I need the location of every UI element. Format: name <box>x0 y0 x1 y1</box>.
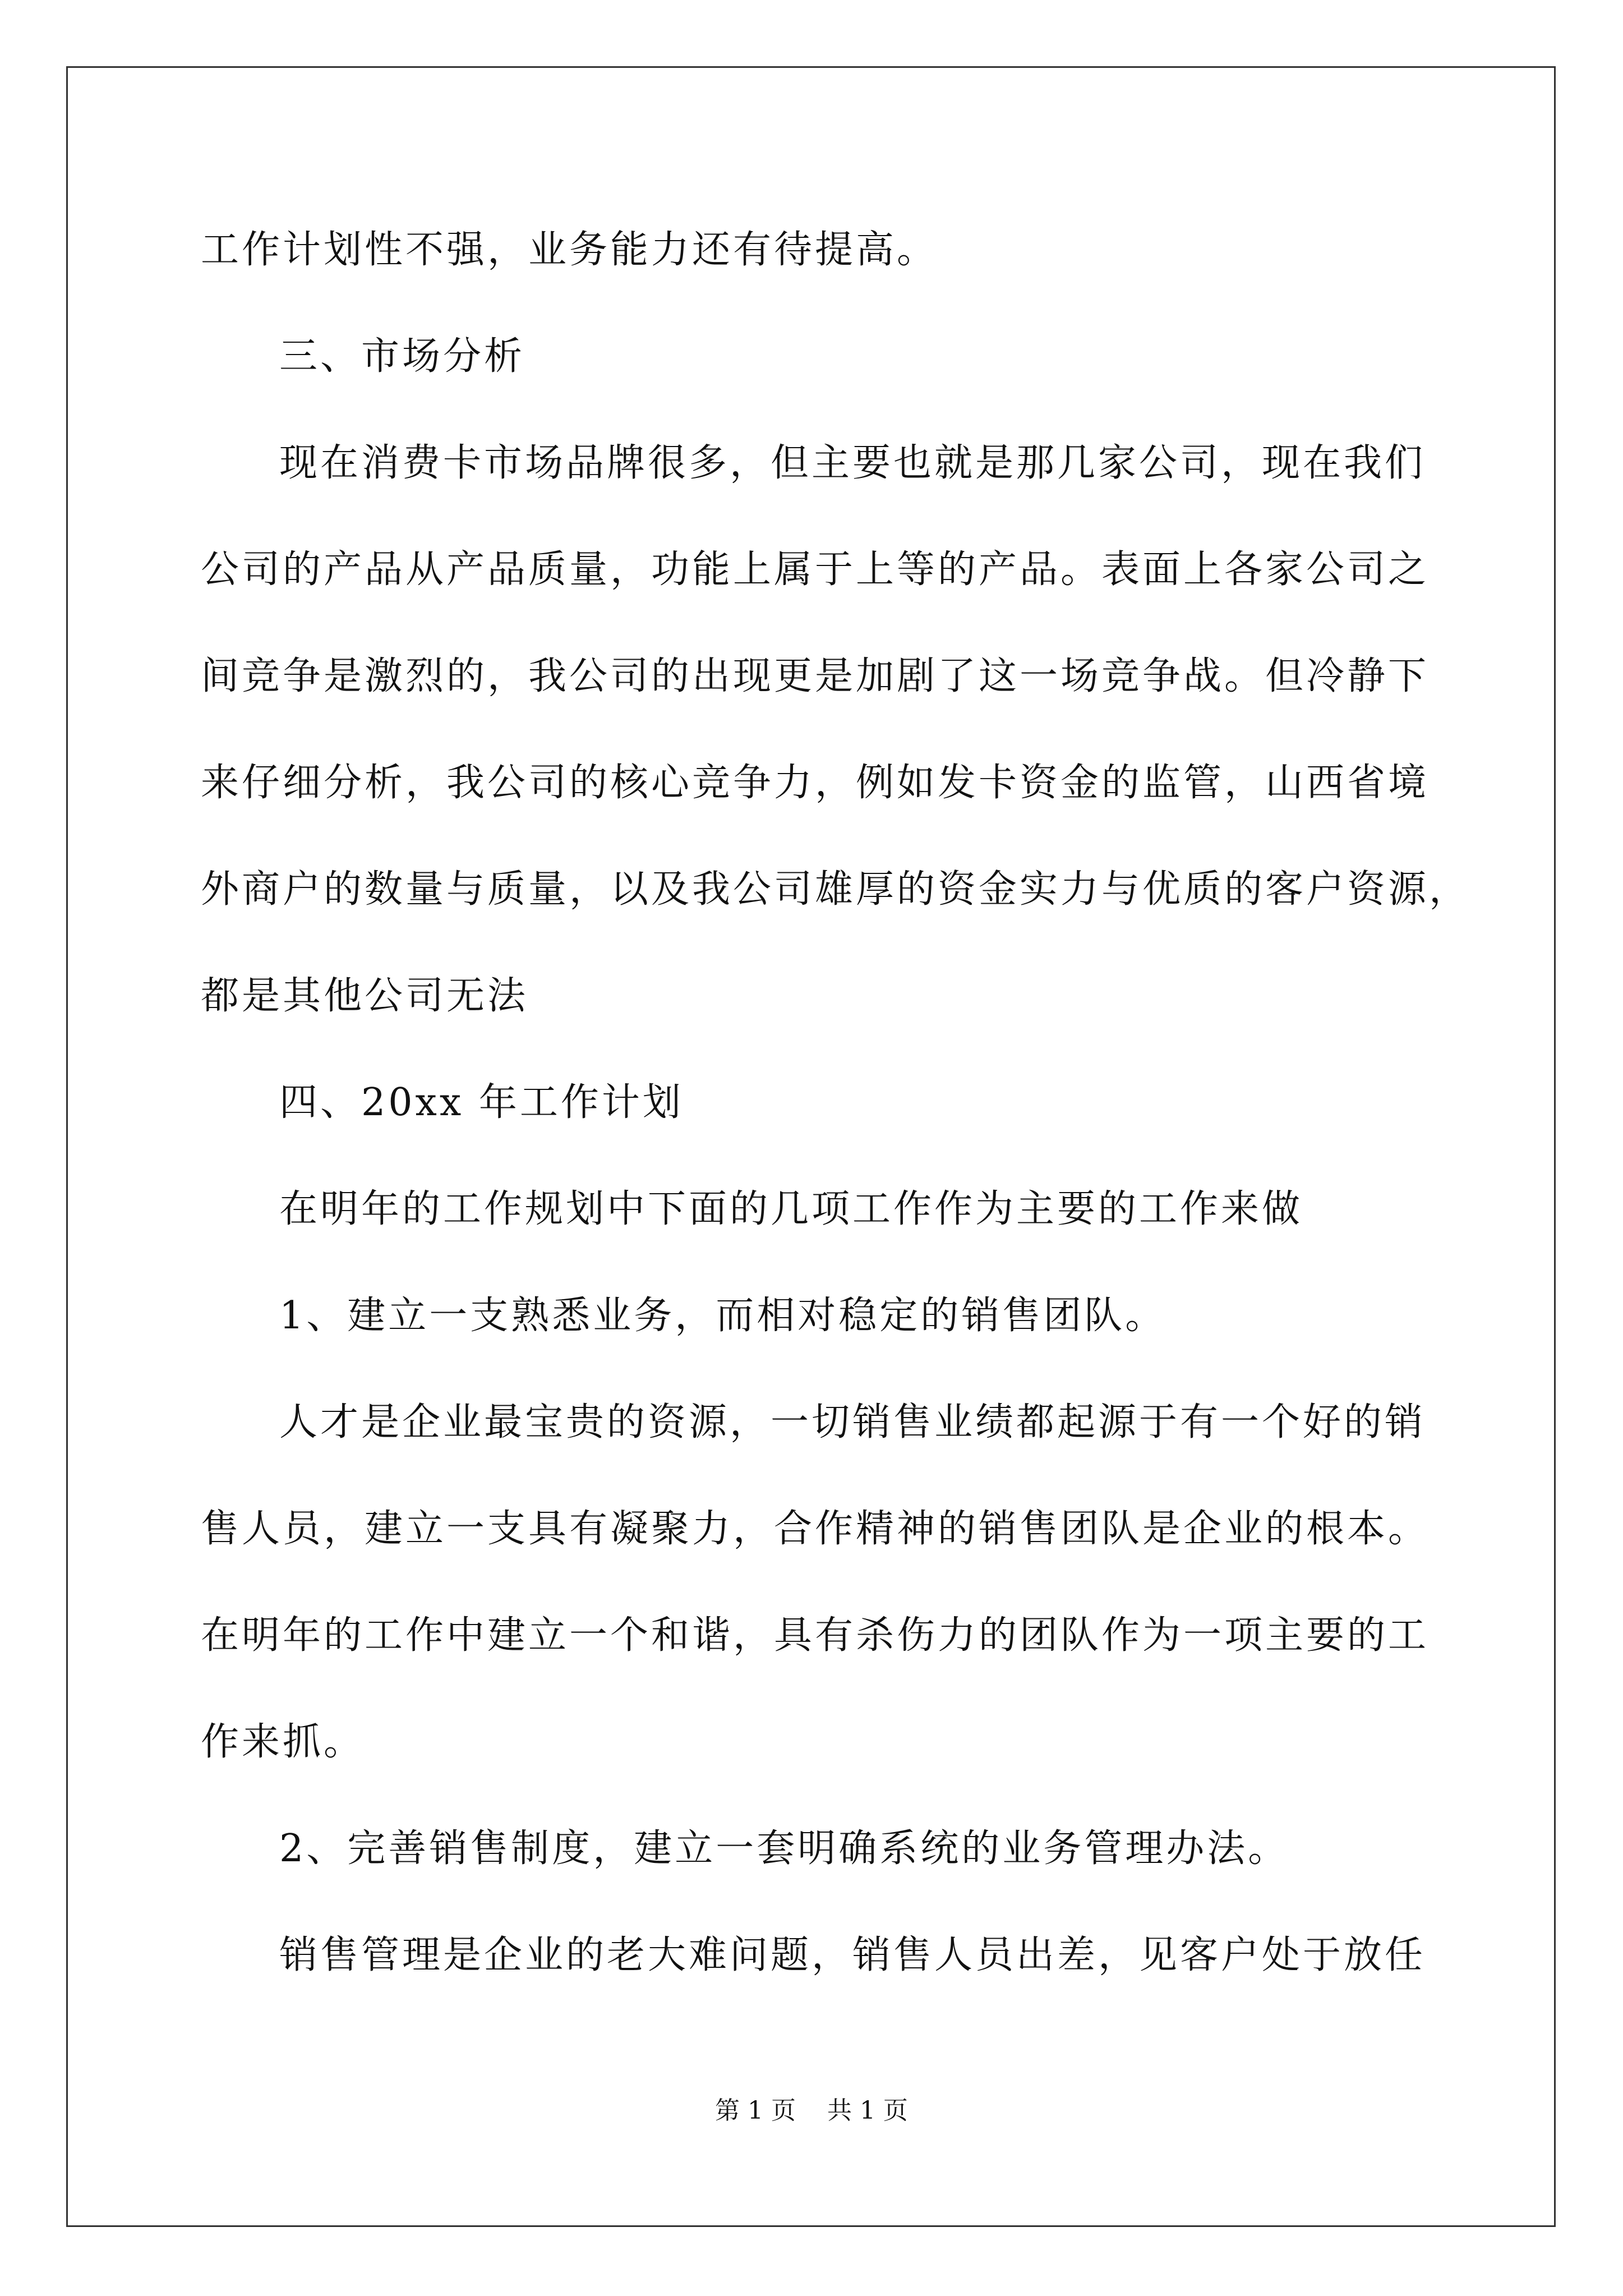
list-item-heading: 1、建立一支熟悉业务，而相对稳定的销售团队。 <box>279 1294 1166 1338</box>
paragraph-line: 人才是企业最宝贵的资源，一切销售业绩都起源于有一个好的销 <box>279 1400 1426 1444</box>
paragraph-line: 都是其他公司无法 <box>201 974 529 1018</box>
paragraph-line: 间竞争是激烈的，我公司的出现更是加剧了这一场竞争战。但冷静下 <box>201 654 1430 698</box>
paragraph-line: 外商户的数量与质量，以及我公司雄厚的资金实力与优质的客户资源， <box>201 867 1470 912</box>
paragraph-line: 作来抓。 <box>201 1720 365 1764</box>
section-heading: 四、20xx 年工作计划 <box>279 1080 684 1125</box>
paragraph-line: 销售管理是企业的老大难问题，销售人员出差，见客户处于放任 <box>279 1933 1426 1977</box>
paragraph-line: 在明年的工作中建立一个和谐，具有杀伤力的团队作为一项主要的工 <box>201 1613 1430 1658</box>
paragraph-line: 在明年的工作规划中下面的几项工作作为主要的工作来做 <box>279 1187 1303 1231</box>
paragraph-line: 售人员，建立一支具有凝聚力，合作精神的销售团队是企业的根本。 <box>201 1507 1430 1551</box>
list-item-heading: 2、完善销售制度，建立一套明确系统的业务管理办法。 <box>279 1826 1289 1871</box>
paragraph-line: 来仔细分析，我公司的核心竞争力，例如发卡资金的监管，山西省境 <box>201 761 1430 805</box>
paragraph-line: 工作计划性不强，业务能力还有待提高。 <box>201 228 938 272</box>
page-footer: 第 1 页 共 1 页 <box>715 2096 908 2125</box>
paragraph-line: 现在消费卡市场品牌很多，但主要也就是那几家公司，现在我们 <box>279 441 1426 485</box>
page-border <box>66 66 1556 2227</box>
paragraph-line: 公司的产品从产品质量，功能上属于上等的产品。表面上各家公司之 <box>201 547 1430 592</box>
section-heading: 三、市场分析 <box>279 334 525 379</box>
